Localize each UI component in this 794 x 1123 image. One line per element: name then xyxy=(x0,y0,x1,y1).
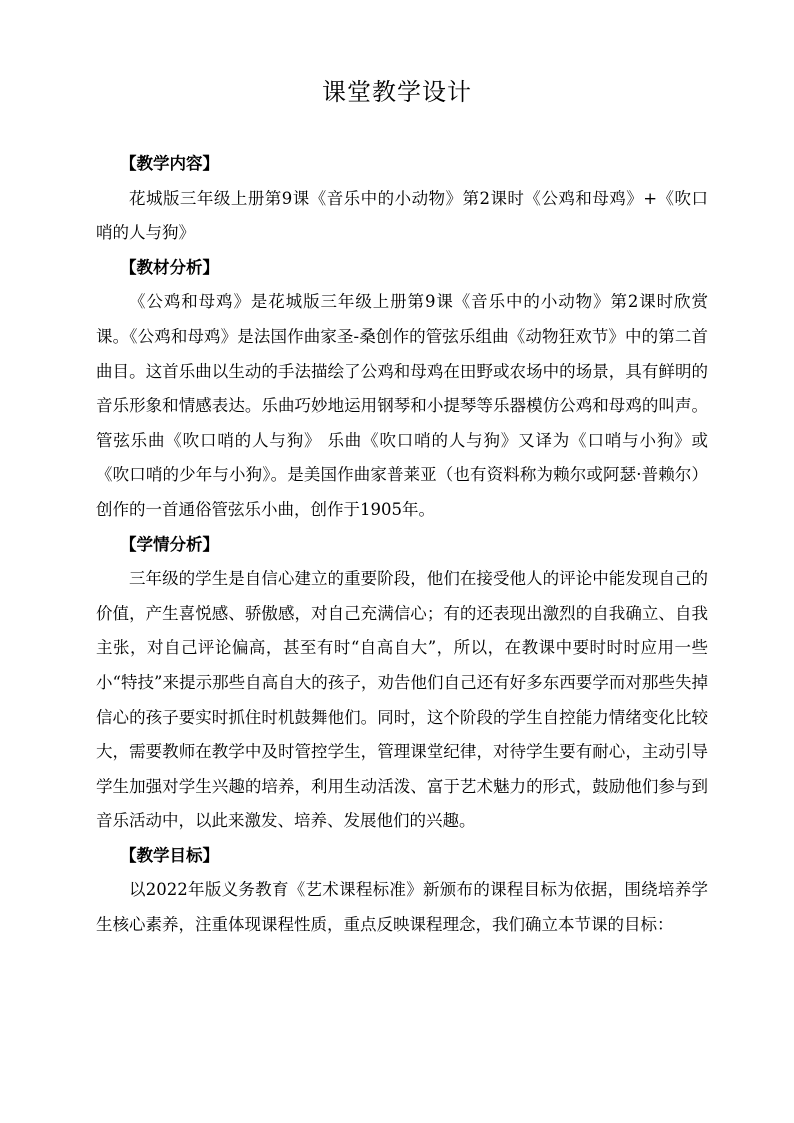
section-material-analysis xyxy=(96,251,708,528)
section-teaching-goals xyxy=(96,839,708,943)
section-heading: 【教学内容】 xyxy=(120,154,219,173)
section-paragraph: 以2022年版义务教育《艺术课程标准》新颁布的课程目标为依据，围绕培养学生核心素养，注重体现课程性质，重点反映课程理念，我们确立本节课的目标： xyxy=(96,880,708,935)
section-student-analysis xyxy=(96,528,708,839)
section-heading: 【学情分析】 xyxy=(120,534,219,554)
section-paragraph: 花城版三年级上册第9课《音乐中的小动物》第2课时《公鸡和母鸡》+《吹口哨的人与狗》 xyxy=(96,188,708,243)
section-heading: 【教材分析】 xyxy=(120,257,219,277)
document-title: 课堂教学设计 xyxy=(322,78,472,106)
section-paragraph: 三年级的学生是自信心建立的重要阶段，他们在接受他人的评论中能发现自己的价值，产生喜悦感、骄傲感，对自己充满信心；有的还表现出激烈的自我确立、自我主张，对自己评论偏高，甚至有时“自高自大”，所以，在教课中要时时时应用一些小“特技”来提示那些自高自大的孩子，劝告他们自己还有好多东西要学而对那些失掉信心的孩子要实时抓住时机鼓舞他们。同时，这个阶段的学生自控能力情绪变化比较大，需要教师在教学中及时管控学生，管理课堂纪律，对待学生要有耐心，主动引导学生加强对学生兴趣的培养，利用生动活泼、富于艺术魅力的形式，鼓励他们参与到音乐活动中，以此来激发、培养、发展他们的兴趣。 xyxy=(96,569,708,831)
section-heading: 【教学目标】 xyxy=(120,845,219,865)
section-paragraph: 《公鸡和母鸡》是花城版三年级上册第9课《音乐中的小动物》第2课时欣赏课。《公鸡和母鸡》是法国作曲家圣-桑创作的管弦乐组曲《动物狂欢节》中的第二首曲目。这首乐曲以生动的手法描绘了公鸡和母鸡在田野或农场中的场景，具有鲜明的音乐形象和情感表达。乐曲巧妙地运用钢琴和小提琴等乐器模仿公鸡和母鸡的叫声。管弦乐曲《吹口哨的人与狗》 乐曲《吹口哨的人与狗》又译为《口哨与小狗》或《吹口哨的少年与小狗》。是美国作曲家普莱亚（也有资料称为赖尔或阿瑟·普赖尔）创作的一首通俗管弦乐小曲，创作于1905年。 xyxy=(96,292,708,519)
section-teaching-content xyxy=(96,147,708,251)
document-body xyxy=(96,147,708,943)
